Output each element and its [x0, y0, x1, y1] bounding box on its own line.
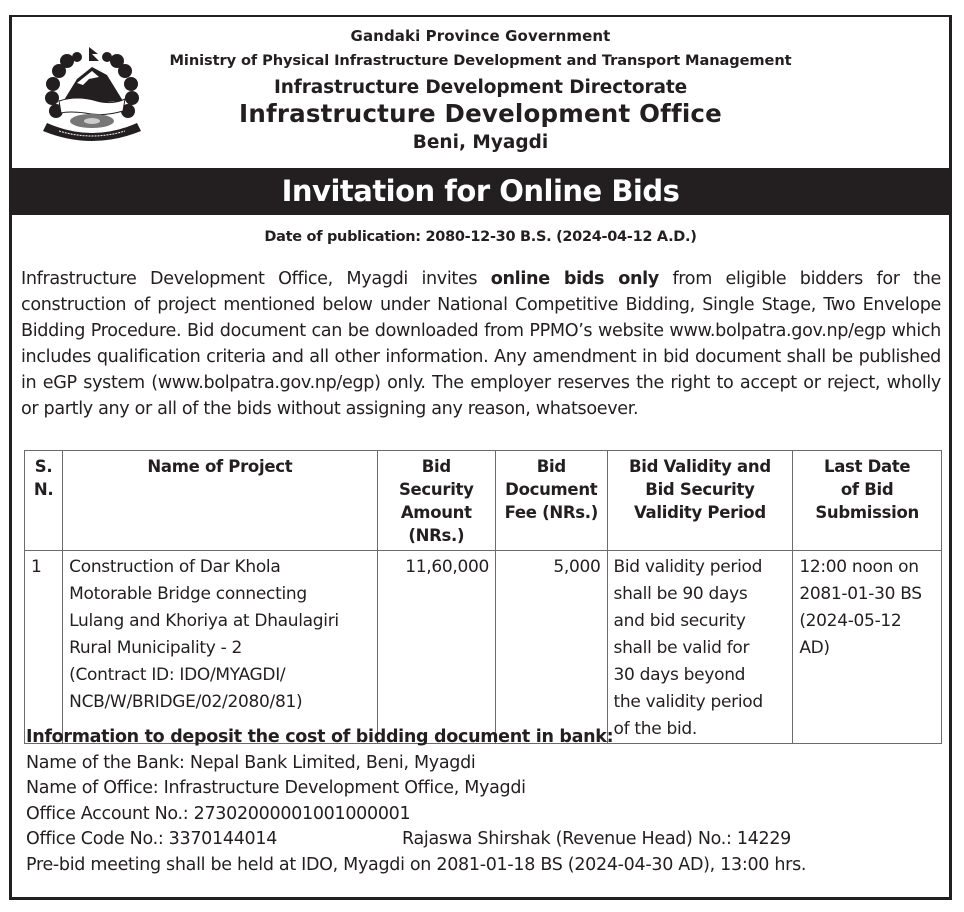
- cell-validity-period: Bid validity period shall be 90 days and bid security shall be valid for 30 days beyond the validity period of the bid.: [607, 551, 793, 744]
- table-header-row: [25, 451, 942, 551]
- office-name: Infrastructure Development Office: [239, 99, 722, 128]
- cell-document-fee: 5,000: [496, 551, 607, 744]
- table-row: [25, 551, 942, 744]
- bank-name: Name of the Bank: Nepal Bank Limited, Beni, Myagdi: [26, 752, 476, 773]
- ministry-name: Ministry of Physical Infrastructure Development and Transport Management: [169, 52, 792, 69]
- directorate-name: Infrastructure Development Directorate: [273, 77, 688, 98]
- header-sn: S. N.: [25, 451, 63, 551]
- intro-text-1: Infrastructure Development Office, Myagdi invites: [21, 269, 491, 289]
- cell-last-date: 12:00 noon on 2081-01-30 BS (2024-05-12 AD): [793, 551, 942, 744]
- intro-bold: online bids only: [490, 269, 659, 289]
- cell-project-name: Construction of Dar Khola Motorable Bridge connecting Lulang and Khoriya at Dhaulagiri Rural Municipality - 2 (Contract ID: IDO/MYAGDI/ NCB/W/BRIDGE/02/2080/81): [63, 551, 377, 744]
- account-number: Office Account No.: 27302000001001000001: [26, 803, 411, 824]
- header-validity-period: Bid Validity and Bid Security Validity Period: [607, 451, 793, 551]
- header-bid-security: Bid Security Amount (NRs.): [377, 451, 496, 551]
- cell-sn: 1: [25, 551, 63, 744]
- province-name: Gandaki Province Government: [350, 27, 611, 45]
- publication-date: Date of publication: 2080-12-30 B.S. (2024-04-12 A.D.): [264, 229, 697, 245]
- intro-paragraph: [21, 266, 941, 422]
- prebid-meeting: Pre-bid meeting shall be held at IDO, Myagdi on 2081-01-18 BS (2024-04-30 AD), 13:00 hrs.: [26, 854, 807, 875]
- intro-text-2: from eligible bidders for the construction of project mentioned below under National Competitive Bidding, Single Stage, Two Envelope Bidding Procedure. Bid document can be downloaded from PPMO’s website www.bolpatra.gov.np/egp which includes qualification criteria and all other information. Any amendment in bid document shall be published in eGP system (www.bolpatra.gov.np/egp) only. The employer reserves the right to accept or reject, wholly or partly any or all of the bids without assigning any reason, whatsoever.: [21, 269, 941, 419]
- office-name-line: Name of Office: Infrastructure Development Office, Myagdi: [26, 778, 526, 798]
- revenue-head: Rajaswa Shirshak (Revenue Head) No.: 14229: [402, 829, 792, 849]
- bank-info-title: Information to deposit the cost of bidding document in bank:: [26, 727, 614, 747]
- cell-bid-security: 11,60,000: [377, 551, 496, 744]
- office-code-row: [26, 827, 946, 853]
- office-code: Office Code No.: 3370144014: [26, 829, 278, 849]
- header-document-fee: Bid Document Fee (NRs.): [496, 451, 607, 551]
- notice-title: Invitation for Online Bids: [12, 168, 949, 215]
- bids-table: [24, 450, 942, 744]
- bank-info: [26, 725, 946, 878]
- header-project-name: Name of Project: [63, 451, 377, 551]
- notice-frame: [9, 15, 952, 900]
- header-last-date: Last Date of Bid Submission: [793, 451, 942, 551]
- office-location: Beni, Myagdi: [412, 132, 549, 153]
